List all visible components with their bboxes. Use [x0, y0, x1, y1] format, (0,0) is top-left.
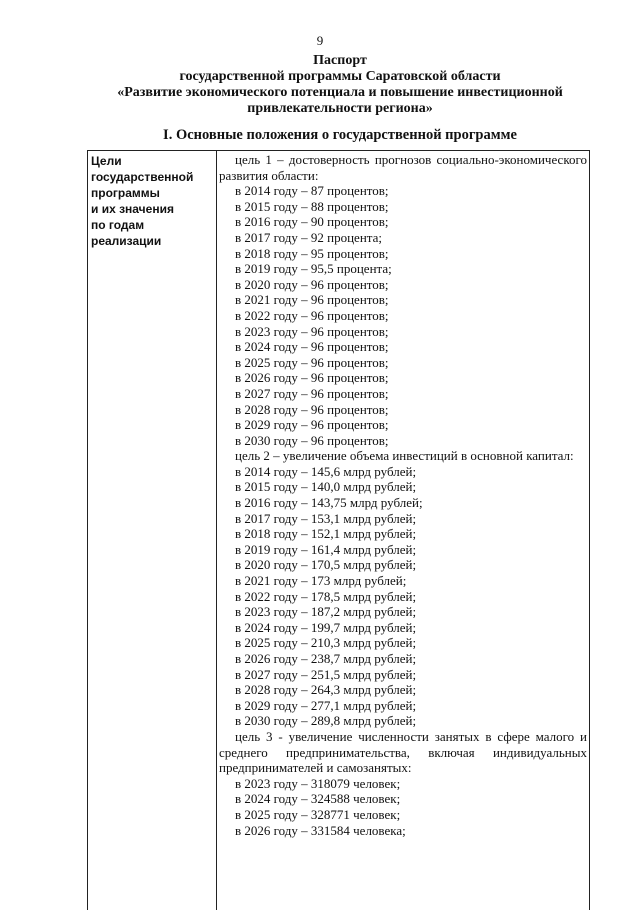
row-label-line: государственной — [91, 169, 213, 185]
goal-heading: цель 2 – увеличение объема инвестиций в основной капитал: — [219, 448, 587, 464]
title-line-2: государственной программы Саратовской области — [60, 69, 620, 85]
goal-value: в 2027 году – 96 процентов; — [219, 386, 587, 402]
goal-value: в 2017 году – 153,1 млрд рублей; — [219, 511, 587, 527]
goal-value: в 2030 году – 289,8 млрд рублей; — [219, 713, 587, 729]
row-label-line: программы — [91, 185, 213, 201]
row-label-line: Цели — [91, 153, 213, 169]
goal-value: в 2023 году – 187,2 млрд рублей; — [219, 604, 587, 620]
row-label-line: по годам — [91, 217, 213, 233]
goal-heading: цель 1 – достоверность прогнозов социально-экономического развития области: — [219, 152, 587, 183]
goal-value: в 2021 году – 173 млрд рублей; — [219, 573, 587, 589]
goal-value: в 2016 году – 90 процентов; — [219, 214, 587, 230]
goal-value: в 2020 году – 96 процентов; — [219, 277, 587, 293]
title-line-4: привлекательности региона» — [60, 101, 620, 117]
goal-value: в 2026 году – 331584 человека; — [219, 823, 587, 839]
goal-value: в 2014 году – 145,6 млрд рублей; — [219, 464, 587, 480]
goal-value: в 2030 году – 96 процентов; — [219, 433, 587, 449]
goal-value: в 2020 году – 170,5 млрд рублей; — [219, 557, 587, 573]
goal-value: в 2023 году – 96 процентов; — [219, 324, 587, 340]
goal-value: в 2021 году – 96 процентов; — [219, 292, 587, 308]
goal-value: в 2024 году – 199,7 млрд рублей; — [219, 620, 587, 636]
goal-value: в 2017 году – 92 процента; — [219, 230, 587, 246]
goal-value: в 2026 году – 238,7 млрд рублей; — [219, 651, 587, 667]
title-line-3: «Развитие экономического потенциала и повышение инвестиционной — [60, 85, 620, 101]
document-title — [60, 53, 620, 117]
goal-value: в 2025 году – 210,3 млрд рублей; — [219, 635, 587, 651]
goal-value: в 2025 году – 328771 человек; — [219, 807, 587, 823]
row-label-cell — [88, 151, 217, 910]
goal-value: в 2024 году – 96 процентов; — [219, 339, 587, 355]
goal-value: в 2022 году – 96 процентов; — [219, 308, 587, 324]
title-line-1: Паспорт — [60, 53, 620, 69]
passport-table — [87, 150, 590, 910]
goal-value: в 2026 году – 96 процентов; — [219, 370, 587, 386]
goal-value: в 2023 году – 318079 человек; — [219, 776, 587, 792]
goal-value: в 2015 году – 140,0 млрд рублей; — [219, 479, 587, 495]
goal-heading: цель 3 - увеличение численности занятых в сфере малого и среднего предпринимательства, включая индивидуальных предпринимателей и самозанятых: — [219, 729, 587, 776]
goal-value: в 2029 году – 96 процентов; — [219, 417, 587, 433]
goal-value: в 2022 году – 178,5 млрд рублей; — [219, 589, 587, 605]
goal-value: в 2028 году – 96 процентов; — [219, 402, 587, 418]
goal-value: в 2024 году – 324588 человек; — [219, 791, 587, 807]
goal-value: в 2018 году – 152,1 млрд рублей; — [219, 526, 587, 542]
goal-value: в 2015 году – 88 процентов; — [219, 199, 587, 215]
goal-value: в 2016 году – 143,75 млрд рублей; — [219, 495, 587, 511]
section-heading: I. Основные положения о государственной программе — [60, 127, 620, 144]
row-label-line: реализации — [91, 233, 213, 249]
table-row — [88, 151, 590, 910]
page-number: 9 — [0, 33, 640, 49]
row-label-line: и их значения — [91, 201, 213, 217]
goal-value: в 2028 году – 264,3 млрд рублей; — [219, 682, 587, 698]
goal-value: в 2027 году – 251,5 млрд рублей; — [219, 667, 587, 683]
goal-value: в 2029 году – 277,1 млрд рублей; — [219, 698, 587, 714]
goal-value: в 2018 году – 95 процентов; — [219, 246, 587, 262]
goal-value: в 2014 году – 87 процентов; — [219, 183, 587, 199]
goal-value: в 2019 году – 95,5 процента; — [219, 261, 587, 277]
goals-content-cell — [217, 151, 590, 910]
goal-value: в 2019 году – 161,4 млрд рублей; — [219, 542, 587, 558]
goal-value: в 2025 году – 96 процентов; — [219, 355, 587, 371]
